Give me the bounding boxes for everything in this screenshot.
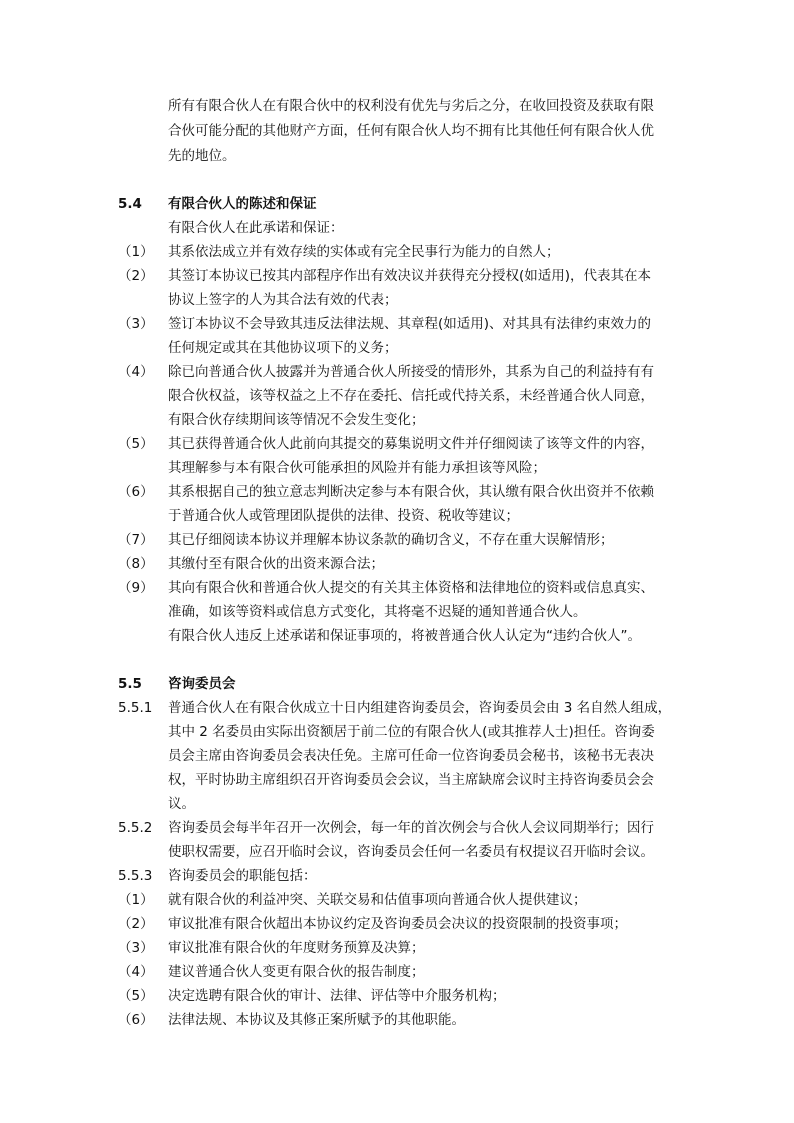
list-item-text: 就有限合伙的利益冲突、关联交易和估值事项向普通合伙人提供建议； — [168, 892, 587, 908]
list-item-label: （6） — [118, 484, 154, 500]
list-item-label: （6） — [118, 1012, 154, 1028]
section-heading: 有限合伙人的陈述和保证 — [168, 196, 317, 212]
list-item-text: 签订本协议不会导致其违反法律法规、其章程(如适用)、对其具有法律约束效力的 — [168, 316, 652, 332]
clause-number: 5.5.3 — [118, 868, 153, 884]
section-closing: 有限合伙人违反上述承诺和保证事项的，将被普通合伙人认定为“违约合伙人”。 — [168, 628, 641, 644]
list-item-label: （7） — [118, 532, 154, 548]
list-item-label: （8） — [118, 556, 154, 572]
list-item-text: 建议普通合伙人变更有限合伙的报告制度； — [168, 964, 425, 980]
intro-line: 先的地位。 — [168, 148, 236, 164]
list-item-text: 其向有限合伙和普通合伙人提交的有关其主体资格和法律地位的资料或信息真实、 — [168, 580, 654, 596]
clause-text: 员会主席由咨询委员会表决任免。主席可任命一位咨询委员会秘书，该秘书无表决 — [168, 748, 654, 764]
list-item-text: 有限合伙存续期间该等情况不会发生变化； — [168, 412, 425, 428]
list-item-text: 除已向普通合伙人披露并为普通合伙人所接受的情形外，其系为自己的利益持有有 — [168, 364, 654, 380]
list-item-label: （2） — [118, 268, 154, 284]
list-item-text: 准确，如该等资料或信息方式变化，其将毫不迟疑的通知普通合伙人。 — [168, 604, 587, 620]
list-item-label: （9） — [118, 580, 154, 596]
clause-text: 权，平时协助主席组织召开咨询委员会会议，当主席缺席会议时主持咨询委员会会 — [168, 772, 654, 788]
section-lead: 有限合伙人在此承诺和保证： — [168, 220, 344, 236]
intro-line: 合伙可能分配的其他财产方面，任何有限合伙人均不拥有比其他任何有限合伙人优 — [168, 123, 654, 139]
list-item-label: （5） — [118, 436, 154, 452]
list-item-label: （3） — [118, 940, 154, 956]
list-item-text: 协议上签字的人为其合法有效的代表； — [168, 292, 398, 308]
list-item-text: 任何规定或其在其他协议项下的义务； — [168, 340, 398, 356]
list-item-text: 决定选聘有限合伙的审计、法律、评估等中介服务机构； — [168, 988, 506, 1004]
list-item-label: （4） — [118, 364, 154, 380]
list-item-label: （1） — [118, 892, 154, 908]
list-item-label: （5） — [118, 988, 154, 1004]
intro-line: 所有有限合伙人在有限合伙中的权利没有优先与劣后之分，在收回投资及获取有限 — [168, 98, 654, 114]
list-item-text: 其系依法成立并有效存续的实体或有完全民事行为能力的自然人； — [168, 244, 560, 260]
section-number: 5.4 — [118, 196, 142, 212]
list-item-text: 法律法规、本协议及其修正案所赋予的其他职能。 — [168, 1012, 465, 1028]
section-heading: 咨询委员会 — [168, 676, 236, 692]
list-item-label: （2） — [118, 916, 154, 932]
list-item-label: （3） — [118, 316, 154, 332]
clause-text: 普通合伙人在有限合伙成立十日内组建咨询委员会，咨询委员会由 3 名自然人组成， — [168, 700, 672, 716]
clause-text: 其中 2 名委员由实际出资额居于前二位的有限合伙人(或其推荐人士)担任。咨询委 — [168, 724, 655, 740]
list-item-text: 其已获得普通合伙人此前向其提交的募集说明文件并仔细阅读了该等文件的内容， — [168, 436, 654, 452]
clause-number: 5.5.1 — [118, 700, 153, 716]
list-item-label: （4） — [118, 964, 154, 980]
list-item-text: 限合伙权益，该等权益之上不存在委托、信托或代持关系，未经普通合伙人同意， — [168, 388, 654, 404]
list-item-text: 其系根据自己的独立意志判断决定参与本有限合伙，其认缴有限合伙出资并不依赖 — [168, 484, 654, 500]
clause-text: 使职权需要，应召开临时会议，咨询委员会任何一名委员有权提议召开临时会议。 — [168, 844, 654, 860]
clause-text: 咨询委员会每半年召开一次例会，每一年的首次例会与合伙人会议同期举行；因行 — [168, 820, 654, 836]
list-item-text: 审议批准有限合伙超出本协议约定及咨询委员会决议的投资限制的投资事项； — [168, 916, 627, 932]
clause-number: 5.5.2 — [118, 820, 153, 836]
list-item-text: 其理解参与本有限合伙可能承担的风险并有能力承担该等风险； — [168, 460, 546, 476]
clause-text: 议。 — [168, 796, 195, 812]
list-item-text: 于普通合伙人或管理团队提供的法律、投资、税收等建议； — [168, 508, 519, 524]
clause-lead: 咨询委员会的职能包括： — [168, 868, 317, 884]
list-item-text: 其已仔细阅读本协议并理解本协议条款的确切含义，不存在重大误解情形； — [168, 532, 614, 548]
list-item-text: 审议批准有限合伙的年度财务预算及决算； — [168, 940, 425, 956]
list-item-text: 其签订本协议已按其内部程序作出有效决议并获得充分授权(如适用)，代表其在本 — [168, 268, 652, 284]
list-item-label: （1） — [118, 244, 154, 260]
section-number: 5.5 — [118, 676, 142, 692]
list-item-text: 其缴付至有限合伙的出资来源合法； — [168, 556, 384, 572]
